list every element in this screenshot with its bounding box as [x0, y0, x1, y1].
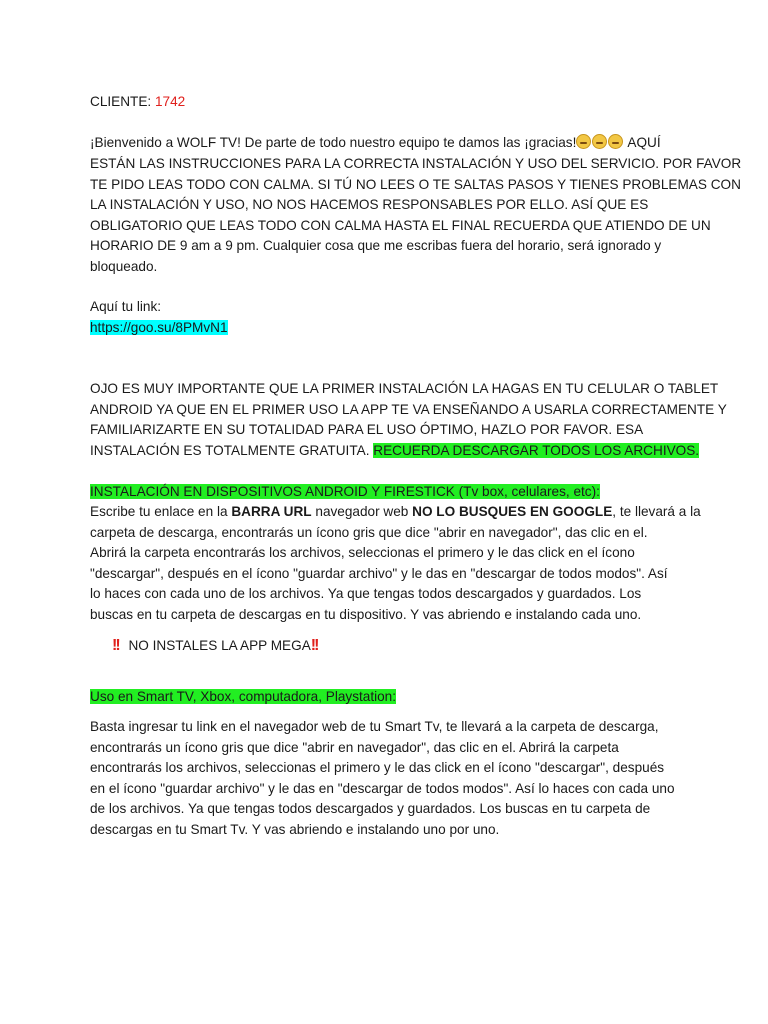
smarttv-line-5: de los archivos. Ya que tengas todos descargados y guardados. Los buscas en tu carpeta de: [90, 801, 651, 816]
android-bold-text: BARRA URL: [231, 504, 312, 519]
smarttv-heading: Uso en Smart TV, Xbox, computadora, Playstation:: [90, 689, 397, 704]
android-text: Escribe tu enlace en la: [90, 504, 232, 519]
link-label: Aquí tu link:: [90, 299, 162, 314]
warning-line-4: [90, 441, 699, 461]
intro-line-4: LA INSTALACIÓN Y USO, NO NOS HACEMOS RESPONSABLES POR ELLO. ASÍ QUE ES: [90, 197, 649, 212]
client-number: 1742: [154, 94, 186, 109]
smarttv-line-4: en el ícono "guardar archivo" y le das en "descargar de todos modos". Así lo haces con cada uno: [90, 781, 675, 796]
android-line-1: [90, 502, 701, 522]
android-line-5: lo haces con cada uno de los archivos. Ya que tengas todos descargados y guardados. Los: [90, 586, 642, 601]
android-bold-text: NO LO BUSQUES EN GOOGLE: [412, 504, 613, 519]
android-line-2: carpeta de descarga, encontrarás un ícono gris que dice "abrir en navegador", das clic en el.: [90, 525, 648, 540]
intro-line-1: [90, 133, 661, 153]
link-line: [90, 318, 228, 338]
intro-text: AQUÍ: [624, 135, 661, 150]
smiling-face-icon: [576, 134, 591, 149]
intro-line-2: ESTÁN LAS INSTRUCCIONES PARA LA CORRECTA INSTALACIÓN Y USO DEL SERVICIO. POR FAVOR: [90, 156, 742, 171]
warning-line-2: ANDROID YA QUE EN EL PRIMER USO LA APP TE VA ENSEÑANDO A USARLA CORRECTAMENTE Y: [90, 402, 727, 417]
smiling-face-icon: [592, 134, 607, 149]
smiling-face-icon: [608, 134, 623, 149]
android-line-4: "descargar", después en el ícono "guardar archivo" y le das en "descargar de todos modos". Así: [90, 566, 668, 581]
double-exclamation-icon: !!: [112, 637, 119, 654]
smarttv-line-1: Basta ingresar tu link en el navegador web de tu Smart Tv, te llevará a la carpeta de descarga,: [90, 719, 659, 734]
smarttv-line-6: descargas en tu Smart Tv. Y vas abriendo e instalando uno por uno.: [90, 822, 500, 837]
android-heading-line: [90, 482, 600, 502]
download-link[interactable]: https://goo.su/8PMvN1: [90, 320, 228, 335]
android-heading: INSTALACIÓN EN DISPOSITIVOS ANDROID Y FIRESTICK (Tv box, celulares, etc):: [90, 484, 600, 499]
android-line-3: Abrirá la carpeta encontrarás los archivos, seleccionas el primero y le das click en el ícono: [90, 545, 635, 560]
android-text: , te llevará a la: [612, 504, 701, 519]
warning-line-1: OJO ES MUY IMPORTANTE QUE LA PRIMER INSTALACIÓN LA HAGAS EN TU CELULAR O TABLET: [90, 381, 719, 396]
mega-warning-line: [112, 636, 317, 656]
warning-line-3: FAMILIARIZARTE EN SU TOTALIDAD PARA EL USO ÓPTIMO, HAZLO POR FAVOR. ESA: [90, 422, 644, 437]
download-all-reminder: RECUERDA DESCARGAR TODOS LOS ARCHIVOS.: [373, 443, 700, 458]
intro-line-3: TE PIDO LEAS TODO CON CALMA. SI TÚ NO LEES O TE SALTAS PASOS Y TIENES PROBLEMAS CON: [90, 177, 741, 192]
warning-text: INSTALACIÓN ES TOTALMENTE GRATUITA.: [90, 443, 374, 458]
double-exclamation-icon: !!: [310, 637, 318, 654]
intro-text: ¡Bienvenido a WOLF TV! De parte de todo nuestro equipo te damos las ¡gracias!: [90, 135, 577, 150]
mega-warning-text: NO INSTALES LA APP MEGA: [128, 638, 311, 653]
intro-line-5: OBLIGATORIO QUE LEAS TODO CON CALMA HASTA EL FINAL RECUERDA QUE ATIENDO DE UN: [90, 218, 711, 233]
smarttv-heading-line: [90, 687, 396, 707]
intro-line-6: HORARIO DE 9 am a 9 pm. Cualquier cosa que me escribas fuera del horario, será ignorado y: [90, 238, 662, 253]
smarttv-line-3: encontrarás los archivos, seleccionas el primero y le das click en el ícono "descargar", después: [90, 760, 665, 775]
client-line: [90, 92, 185, 112]
client-label: CLIENTE:: [90, 94, 152, 109]
intro-line-7: bloqueado.: [90, 259, 158, 274]
android-line-6: buscas en tu carpeta de descargas en tu dispositivo. Y vas abriendo e instalando cada uno.: [90, 607, 642, 622]
smarttv-line-2: encontrarás un ícono gris que dice "abrir en navegador", das clic en el. Abrirá la carpeta: [90, 740, 619, 755]
android-text: navegador web: [311, 504, 413, 519]
